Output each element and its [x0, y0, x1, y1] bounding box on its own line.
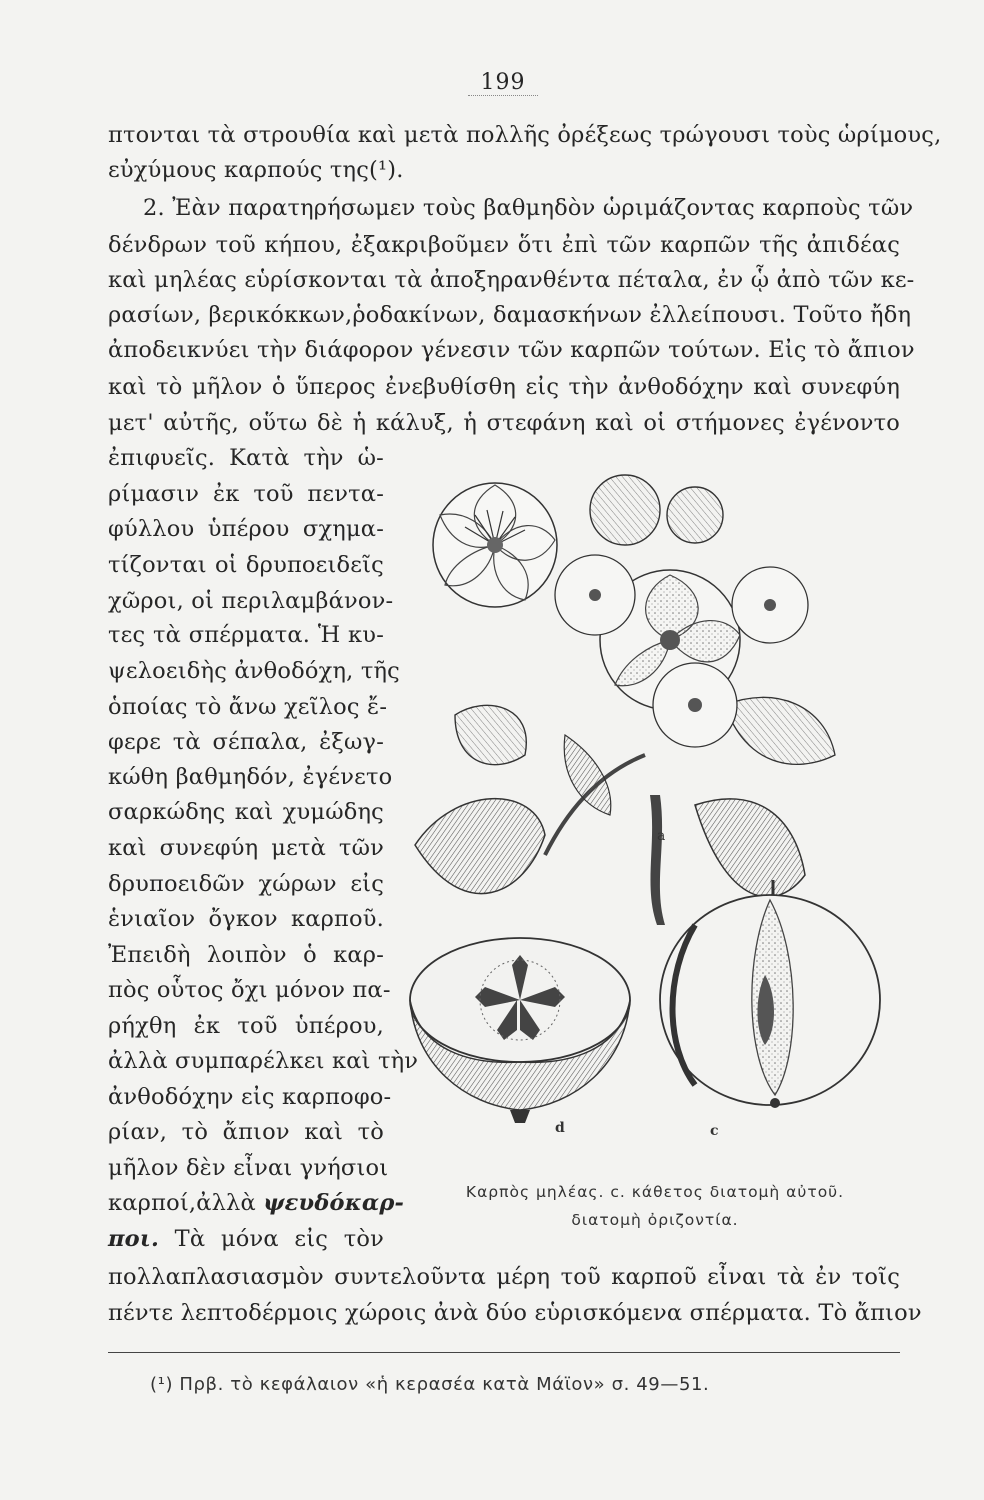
- engraving-figure: [395, 455, 900, 1175]
- column-line: ἀλλὰ συμπαρέλκει καὶ τὴν: [108, 1048, 419, 1074]
- text-line: ἀποδεικνύει τὴν διάφορον γένεσιν τῶν καρπῶν τούτων. Εἰς τὸ ἄπιον: [108, 337, 915, 363]
- column-line: φερε τὰ σέπαλα, ἐξωγ-: [108, 729, 384, 755]
- text-line: δένδρων τοῦ κήπου, ἐξακριβοῦμεν ὅτι ἐπὶ τῶν καρπῶν τῆς ἀπιδέας: [108, 232, 900, 258]
- column-line: δρυποειδῶν χώρων εἰς: [108, 871, 384, 897]
- apple-horizontal-section: [410, 938, 630, 1123]
- open-blossom-top-left: [433, 483, 557, 607]
- column-line-bold: [108, 1188, 405, 1218]
- bold-term: ποι.: [108, 1226, 159, 1252]
- figure-caption-line-2: διατομὴ ὀριζοντία.: [571, 1211, 739, 1229]
- column-line: Ἐπειδὴ λοιπὸν ὁ καρ-: [108, 942, 384, 968]
- text-line: εὐχύμους καρπούς της(¹).: [108, 157, 404, 183]
- footnote: (¹) Πρβ. τὸ κεφάλαιον «ἡ κερασέα κατὰ Μάϊον» σ. 49—51.: [150, 1374, 710, 1395]
- column-line: καὶ συνεφύη μετὰ τῶν: [108, 835, 384, 861]
- column-line: μῆλον δὲν εἶναι γνήσιοι: [108, 1155, 389, 1181]
- column-line-bold: [108, 1224, 384, 1254]
- column-line: φύλλου ὑπέρου σχημα-: [108, 516, 384, 542]
- text-run: καρποί,ἀλλὰ: [108, 1190, 264, 1216]
- leaf-left: [415, 799, 545, 894]
- column-line: ρίαν, τὸ ἄπιον καὶ τὸ: [108, 1119, 384, 1145]
- column-line: χῶροι, οἱ περιλαμβάνον-: [108, 588, 394, 614]
- column-line: ἀνθοδόχην εἰς καρποφο-: [108, 1084, 392, 1110]
- column-line: ψελοειδὴς ἀνθοδόχη, τῆς: [108, 658, 400, 684]
- page-number: 199: [468, 70, 538, 96]
- apple-vertical-section: [660, 880, 880, 1108]
- column-line: κώθη βαθμηδόν, ἐγένετο: [108, 764, 393, 790]
- text-run: Τὰ μόνα εἰς τὸν: [159, 1226, 384, 1252]
- text-line: πτονται τὰ στρουθία καὶ μετὰ πολλῆς ὀρέξεως τρώγουσι τοὺς ὡρίμους,: [108, 122, 942, 148]
- text-line: μετ' αὐτῆς, οὕτω δὲ ἡ κάλυξ, ἡ στεφάνη καὶ οἱ στήμονες ἐγένοντο: [108, 410, 900, 436]
- column-line: ἐπιφυεῖς. Κατὰ τὴν ὡ-: [108, 445, 384, 471]
- text-line: καὶ τὸ μῆλον ὁ ὕπερος ἐνεβυθίσθη εἰς τὴν ἀνθοδόχην καὶ συνεφύη: [108, 374, 900, 400]
- text-line: καὶ μηλέας εὑρίσκονται τὰ ἀποξηρανθέντα πέταλα, ἐν ᾧ ἀπὸ τῶν κε-: [108, 267, 915, 293]
- figure-label-c: c: [710, 1123, 719, 1139]
- figure-label-a: a: [657, 828, 666, 844]
- apple-blossom-illustration: [395, 455, 900, 1175]
- text-line: ρασίων, βερικόκκων,ῥοδακίνων, δαμασκήνων ἐλλείπουσι. Τοῦτο ἤδη: [108, 302, 912, 328]
- column-line: τίζονται οἱ δρυποειδεῖς: [108, 552, 384, 578]
- column-line: ρήχθη ἐκ τοῦ ὑπέρου,: [108, 1013, 384, 1039]
- column-line: πὸς οὗτος ὄχι μόνον πα-: [108, 977, 391, 1003]
- column-line: σαρκώδης καὶ χυμώδης: [108, 799, 384, 825]
- leaf-right: [695, 799, 805, 897]
- column-line: τες τὰ σπέρματα. Ἡ κυ-: [108, 622, 384, 648]
- text-line: πολλαπλασιασμὸν συντελοῦντα μέρη τοῦ καρποῦ εἶναι τὰ ἐν τοῖς: [108, 1264, 900, 1290]
- text-line: πέντε λεπτοδέρμοις χώροις ἀνὰ δύο εὑρισκόμενα σπέρματα. Τὸ ἄπιον: [108, 1300, 922, 1326]
- column-line: ρίμασιν ἐκ τοῦ πεντα-: [108, 481, 384, 507]
- column-line: ἑνιαῖον ὄγκον καρποῦ.: [108, 906, 384, 932]
- figure-label-d: d: [555, 1120, 565, 1136]
- bold-term: ψευδόκαρ-: [263, 1190, 405, 1216]
- column-line: ὁποίας τὸ ἄνω χεῖλος ἔ-: [108, 694, 388, 720]
- paragraph-start-line: 2. Ἐὰν παρατηρήσωμεν τοὺς βαθμηδὸν ὡριμάζοντας καρποὺς τῶν: [143, 195, 914, 221]
- footnote-rule: [108, 1352, 900, 1353]
- figure-caption-line-1: Καρπὸς μηλέας. c. κάθετος διατομὴ αὐτοῦ.: [465, 1183, 845, 1201]
